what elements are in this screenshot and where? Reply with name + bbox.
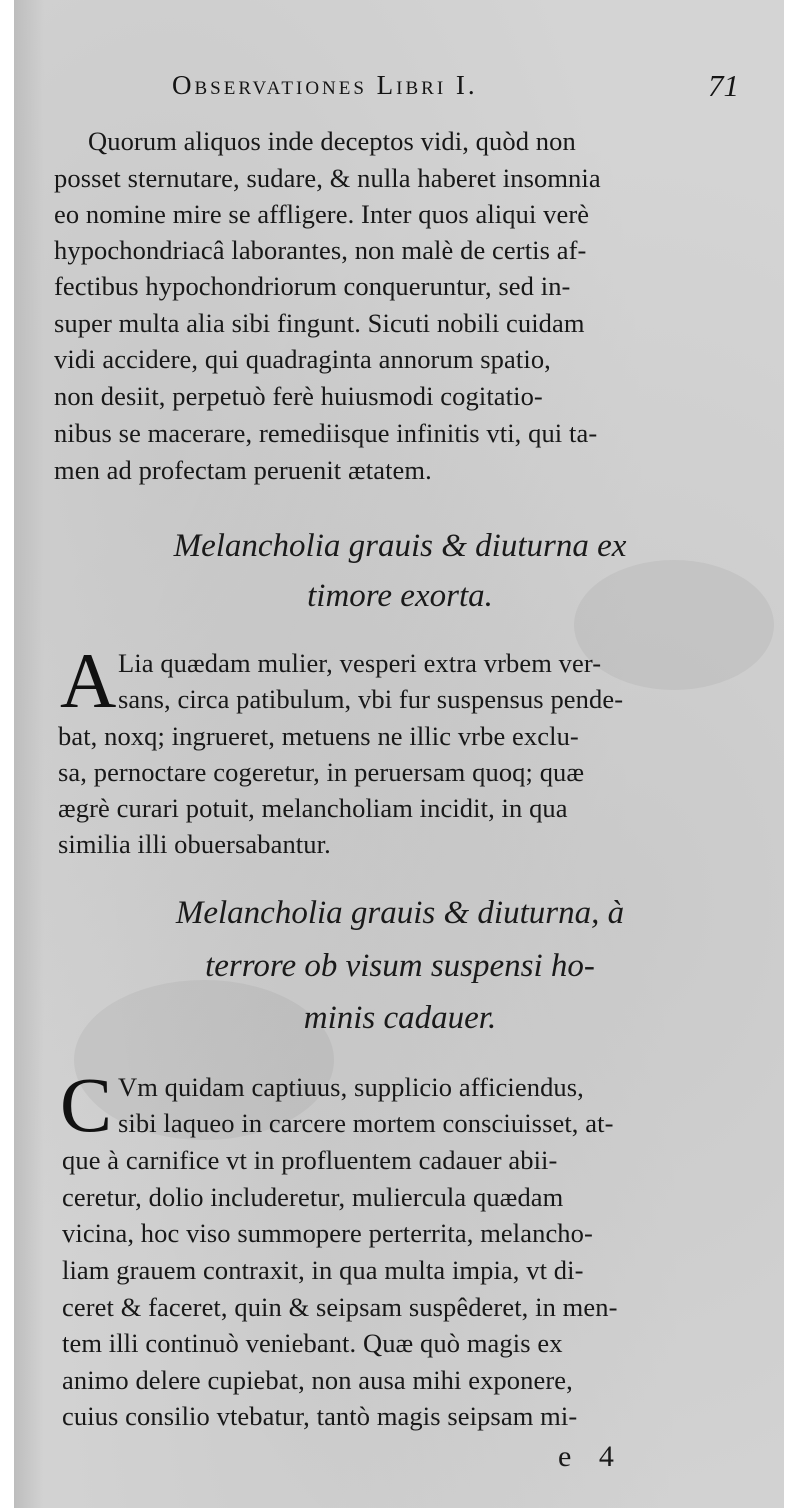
page-number: 71: [708, 68, 739, 103]
drop-capital: C: [60, 1061, 113, 1148]
text-line: ægrè curari potuit, melancholiam incidit, in qua: [58, 793, 568, 823]
text-line: sibi laqueo in carcere mortem consciuisset, at-: [118, 1108, 614, 1138]
text-line: sa, pernoctare cogeretur, in peruersam quoq; quæ: [58, 757, 585, 787]
text-line: nibus se macerare, remediisque infinitis vti, qui ta-: [54, 418, 598, 448]
text-line: super multa alia sibi fingunt. Sicuti nobili cuidam: [54, 308, 585, 338]
text-line: similia illi obuersabantur.: [58, 829, 331, 859]
text-line: vidi accidere, qui quadraginta annorum spatio,: [54, 344, 551, 374]
text-line: ceretur, dolio includeretur, muliercula quædam: [62, 1182, 564, 1212]
page-gutter-shadow: [14, 0, 44, 1508]
text-line: tem illi continuò veniebant. Quæ quò magis ex: [62, 1328, 563, 1358]
heading-line: timore exorta.: [307, 578, 493, 614]
text-line: non desiit, perpetuò ferè huiusmodi cogitatio-: [54, 381, 543, 411]
running-title: Observationes Libri I.: [172, 70, 478, 100]
heading-line: minis cadauer.: [303, 1000, 497, 1036]
text-line: animo delere cupiebat, non ausa mihi exponere,: [62, 1365, 573, 1395]
text-line: vicina, hoc viso summopere perterrita, melancho-: [62, 1218, 593, 1248]
text-line: Vm quidam captiuus, supplicio afficiendus,: [118, 1072, 584, 1102]
text-line: hypochondriacâ laborantes, non malè de certis af-: [54, 235, 587, 265]
text-line: eo nomine mire se affligere. Inter quos aliqui verè: [54, 199, 590, 229]
text-line: posset sternutare, sudare, & nulla haberet insomnia: [54, 163, 601, 193]
heading-line: Melancholia grauis & diuturna, à: [175, 895, 625, 931]
text-line: men ad profectam peruenit ætatem.: [54, 455, 432, 485]
text-line: liam grauem contraxit, in qua multa impia, vt di-: [62, 1255, 584, 1285]
drop-capital: A: [60, 637, 117, 724]
heading-line: Melancholia grauis & diuturna ex: [173, 528, 627, 564]
text-line: cuius consilio vtebatur, tantò magis seipsam mi-: [62, 1401, 578, 1431]
text-line: sans, circa patibulum, vbi fur suspensus pende-: [118, 684, 624, 714]
text-line: Quorum aliquos inde deceptos vidi, quòd non: [88, 126, 576, 156]
text-line: que à carnifice vt in profluentem cadauer abii-: [62, 1145, 558, 1175]
text-line: bat, noxq; ingrueret, metuens ne illic vrbe exclu-: [58, 721, 579, 751]
heading-line: terrore ob visum suspensi ho-: [205, 948, 595, 984]
text-line: Lia quædam mulier, vesperi extra vrbem ver-: [118, 648, 602, 678]
text-line: fectibus hypochondriorum conqueruntur, sed in-: [54, 271, 571, 301]
signature-mark: e 4: [558, 1440, 624, 1473]
text-line: ceret & faceret, quin & seipsam suspêderet, in men-: [62, 1292, 618, 1322]
